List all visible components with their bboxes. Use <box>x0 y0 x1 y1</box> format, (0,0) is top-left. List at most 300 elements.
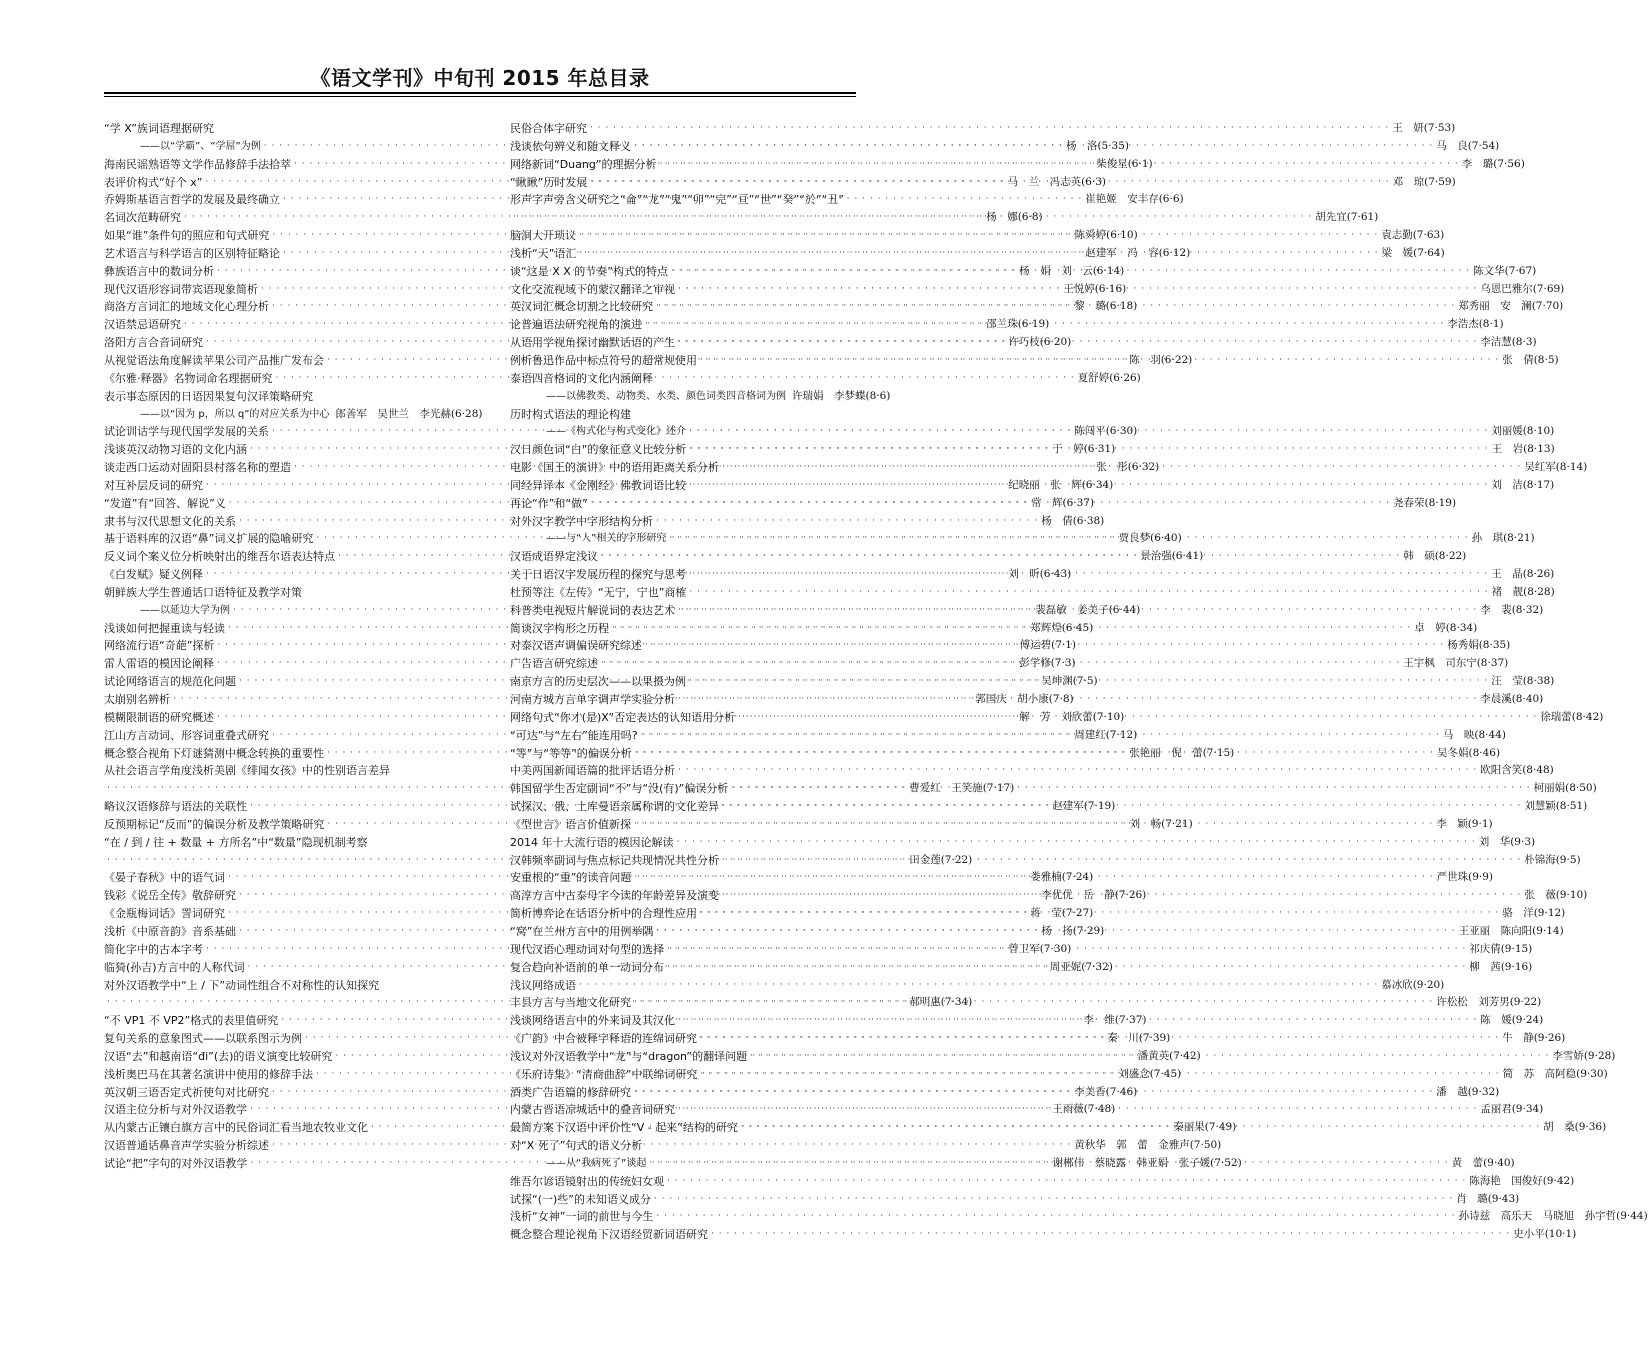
entry-title: 表评价构式“好个 x” <box>104 175 203 189</box>
entry-author: 蒋 莹 <box>1030 907 1062 920</box>
entry-author: 李 维 <box>1083 1014 1115 1027</box>
entry-page: (6·40) <box>1150 532 1182 545</box>
entry-author: 乌恩巴雅尔 <box>1480 282 1533 295</box>
toc-line <box>104 388 479 406</box>
entry-page: (10·1) <box>1544 1228 1577 1241</box>
entry-author: 吴冬娟 <box>1437 746 1469 759</box>
entry-author: 孙诗兹 高乐天 马晓旭 孙宇哲 <box>1458 1210 1617 1223</box>
entry-page: (6·20) <box>1039 336 1072 349</box>
entry-title: 概念整合视角下灯谜猜测中概念转换的重要性 <box>104 746 324 760</box>
entry-page: (6·31) <box>1083 443 1116 456</box>
entry-author: 秦丽果 <box>1173 1121 1205 1134</box>
entry-title: 《晏子春秋》中的语气词 <box>104 871 225 885</box>
entry-author: 王悦婷 <box>1063 282 1095 295</box>
entry-author: 景治强 <box>1140 550 1172 563</box>
header-rule-thin <box>104 96 856 97</box>
entry-page: (6·43) <box>1039 568 1072 581</box>
entry-page: (9·44) <box>1616 1210 1648 1223</box>
leader-dots <box>579 227 1378 245</box>
toc-line <box>510 1191 1520 1209</box>
entry-page: (9·1) <box>1467 817 1493 830</box>
entry-title: 从语用学视角探讨幽默话语的产生 <box>510 336 675 350</box>
entry-page: (8·46) <box>1468 746 1501 759</box>
leader-dots <box>671 263 1470 281</box>
entry-title: 泰语四音格词的文化内涵阐释 <box>510 371 653 385</box>
entry-title: 河南方城方言单字调声学实验分析 <box>510 693 675 706</box>
entry-page: (7·54) <box>1467 139 1500 152</box>
entry-page: (8·5) <box>1533 353 1559 366</box>
entry-author: 杨 娟 刘 云 <box>1019 264 1093 277</box>
entry-page: (7·10) <box>1092 710 1125 723</box>
entry-page: (6·37) <box>1062 496 1095 509</box>
entry-page: (7·15) <box>1202 746 1235 759</box>
leader-dots <box>634 994 1433 1012</box>
leader-dots <box>667 959 1466 977</box>
toc-entry <box>510 762 1554 780</box>
entry-page: (7·29) <box>1072 924 1105 937</box>
entry-title: 浅议网络成语 <box>510 978 576 992</box>
entry-page: (6·8) <box>1017 211 1043 224</box>
entry-title: 如果“谁”条件句的照应和句式研究 <box>104 229 270 243</box>
entry-title: 反义词个案义位分析映射出的维吾尔语表达特点 <box>104 550 335 564</box>
entry-author: 秦 川 <box>1107 1032 1139 1045</box>
entry-page: (7·1) <box>1051 639 1077 652</box>
entry-page: (8·6) <box>865 389 891 402</box>
entry-author: 邓 琼 <box>1392 175 1425 188</box>
entry-page: (9·16) <box>1500 960 1533 973</box>
leader-dots <box>641 727 1440 745</box>
entry-author: 娄雅楠 <box>1030 871 1062 884</box>
entry-page: (9·36) <box>1574 1121 1607 1134</box>
entry-title: 名词次范畴研究 <box>104 211 181 225</box>
entry-page: (7·26) <box>1114 889 1147 902</box>
entry-page: (8·3) <box>1511 336 1537 349</box>
leader-dots <box>689 423 1488 441</box>
entry-author: 田金莲 <box>909 853 941 866</box>
entry-title: 钱彩《说岳全传》敬辞研究 <box>104 889 236 903</box>
entry-author: 陈 羽 <box>1129 353 1161 366</box>
entry-author: 李晨溪 <box>1480 693 1512 705</box>
entry-title: 中美两国新闻语篇的批评话语分析 <box>510 764 675 778</box>
entry-page: (9·28) <box>1583 1049 1616 1062</box>
entry-author: 潘 越 <box>1436 1085 1468 1098</box>
entry-title: 略议汉语修辞与语法的关联性 <box>104 800 247 814</box>
entry-title: 汉语“去”和越南语“đi”(去)的语义演变比较研究 <box>104 1049 333 1063</box>
entry-author: 许瑞娟 李梦蝶 <box>792 389 866 402</box>
entry-author: 杨 娜 <box>986 211 1018 224</box>
entry-page: (7·63) <box>1412 229 1445 242</box>
entry-author: 王宇枫 司东宁 <box>1403 657 1477 670</box>
toc-entry <box>510 977 1445 995</box>
leader-dots <box>722 887 1521 905</box>
entry-title: 雷人雷语的模因论阐释 <box>104 657 214 671</box>
entry-page: (8·14) <box>1555 461 1588 474</box>
entry-title: 对互补层反词的研究 <box>104 478 203 492</box>
entry-title: 基于语料库的汉语“鼻”词义扩展的隐喻研究 <box>104 532 314 546</box>
entry-title: 简析博弈论在话语分析中的合理性应用 <box>510 907 697 921</box>
leader-dots <box>579 977 1378 995</box>
leader-dots <box>634 138 1433 156</box>
entry-title: 网络句式“你才(是)X”否定表达的认知语用分析 <box>510 710 736 724</box>
entry-page: (7·21) <box>1161 817 1193 830</box>
entry-author: 黎 璐 <box>1074 300 1106 313</box>
leader-dots <box>634 816 1433 834</box>
entry-page: (9·15) <box>1500 942 1533 955</box>
entry-author: 解 芳 刘欣蕾 <box>1019 710 1093 723</box>
entry-author: 黄 蕾 <box>1451 1156 1484 1169</box>
entry-page: (7·24) <box>1061 871 1094 884</box>
entry-page: (6·26) <box>1109 371 1141 384</box>
entry-title: 江山方言动词、形容词重叠式研究 <box>104 728 269 742</box>
entry-title: 《广韵》中合被释字释语的连绵词研究 <box>510 1032 697 1046</box>
entry-author: 裴磊敏 姜美子 <box>1035 603 1109 616</box>
entry-subtitle: ——以“学霸”、“学屌”为例 <box>140 140 261 152</box>
entry-page: (6·38) <box>1072 514 1105 527</box>
leader-dots <box>700 905 1499 923</box>
toc-line <box>510 388 891 406</box>
entry-title: 论普遍语法研究视角的演进 <box>510 318 642 332</box>
leader-dots <box>634 1084 1433 1102</box>
entry-page: (9·14) <box>1532 924 1564 937</box>
entry-author: 邵兰珠 <box>986 318 1018 331</box>
entry-page: (9·40) <box>1483 1156 1515 1169</box>
entry-author: 夏舒婷 <box>1077 371 1110 384</box>
entry-author: 吴红军 <box>1524 461 1556 474</box>
entry-author: 柳 茜 <box>1469 960 1501 973</box>
entry-author: 郑辉煌 <box>1030 621 1062 634</box>
entry-title: “在 / 到 / 往 + 数量 + 方所名”中“数量”隐现机制考察 <box>104 835 368 849</box>
leader-dots <box>667 1173 1466 1191</box>
leader-dots <box>711 1226 1510 1244</box>
entry-title: 历时构式语法的理论构建 <box>510 407 631 421</box>
entry-author: 王雨薇 <box>1052 1103 1084 1116</box>
entry-page: (9·43) <box>1487 1192 1520 1205</box>
entry-author: 慕冰欣 <box>1381 978 1413 991</box>
entry-page: (6·44) <box>1108 603 1141 616</box>
toc-entry <box>104 388 483 424</box>
entry-title: 关于日语汉字发展历程的探究与思考 <box>510 568 686 582</box>
entry-page: (7·50) <box>1189 1139 1222 1152</box>
entry-title: 韩国留学生否定副词“不”与“没(有)”偏误分析 <box>510 782 729 796</box>
entry-title: 对“X 死了”句式的语义分析 <box>510 1139 643 1153</box>
entry-author: 张 倩 <box>1502 353 1534 366</box>
entry-page: (7·12) <box>1105 728 1138 741</box>
toc-line <box>510 1173 1575 1191</box>
toc-line <box>510 191 885 209</box>
entry-author: 周亚妮 <box>1049 960 1082 973</box>
entry-author: 徐瑞蕾 <box>1540 710 1572 723</box>
entry-page: (7·67) <box>1504 264 1537 277</box>
entry-title: 谈走西口运动对固阳县村落名称的塑造 <box>104 461 291 475</box>
entry-author: 袁志勤 <box>1381 229 1413 242</box>
entry-page: (9·32) <box>1467 1085 1500 1098</box>
leader-dots <box>590 120 1389 138</box>
entry-author: 李优优 岳 静 <box>1041 889 1115 902</box>
entry-page: (8·51) <box>1555 800 1588 813</box>
entry-author: 胡先宜 <box>1315 211 1347 224</box>
entry-author: 李洁慧 <box>1480 336 1512 349</box>
entry-page: (8·35) <box>1478 639 1511 652</box>
entry-author: 赵建军 冯 容 <box>1085 246 1159 259</box>
entry-page: (7·5) <box>1072 675 1098 688</box>
entry-page: (9·26) <box>1533 1032 1566 1045</box>
entry-author: 刘 昕 <box>1008 568 1040 581</box>
leader-dots <box>689 477 1488 495</box>
leader-dots <box>700 1066 1499 1084</box>
entry-title: 试探“(一)些”的未知语义成分 <box>510 1192 651 1206</box>
entry-author: 汪 莹 <box>1491 675 1523 688</box>
entry-page: (8·19) <box>1424 496 1457 509</box>
entry-title: 复句关系的意象图式——以联系图示为例 <box>104 1032 302 1046</box>
entry-page: (8·10) <box>1522 425 1555 438</box>
entry-title: 《白发赋》疑义例释 <box>104 568 203 582</box>
toc-line <box>104 834 479 852</box>
entry-author: 褚 靓 <box>1491 585 1524 598</box>
entry-page: (9·42) <box>1542 1174 1575 1187</box>
leader-dots <box>645 316 1444 334</box>
entry-page: (7·27) <box>1061 907 1094 920</box>
entry-author: 杨 扬 <box>1041 924 1073 937</box>
entry-title: 再论“作”和“做” <box>510 496 588 510</box>
toc-line <box>510 370 885 388</box>
entry-page: (7·46) <box>1105 1085 1138 1098</box>
entry-title: “不 VP1 不 VP2”格式的表里值研究 <box>104 1014 279 1028</box>
leader-dots <box>678 602 1477 620</box>
toc-entry <box>510 1191 1520 1209</box>
entry-title: 试论网络语言的规范化问题 <box>104 675 236 689</box>
entry-title: 网络新词“Duang”的理据分析 <box>510 157 657 171</box>
entry-page: (7·48) <box>1083 1103 1116 1116</box>
entry-author: 刘慧颖 <box>1524 800 1556 813</box>
entry-page: (7·69) <box>1532 282 1565 295</box>
entry-title: 维吾尔谚语镜射出的传统妇女观 <box>510 1174 664 1188</box>
entry-author: 严世珠 <box>1436 871 1469 884</box>
entry-page: (6·14) <box>1092 264 1125 277</box>
entry-author: 张 彤 <box>1096 461 1128 474</box>
entry-page: (9·10) <box>1555 889 1588 902</box>
entry-author: 尧春荣 <box>1393 496 1425 509</box>
entry-author: 李美香 <box>1074 1085 1106 1098</box>
entry-title: 模糊限制语的研究概述 <box>104 710 214 724</box>
entry-author: 马 良 <box>1436 139 1468 152</box>
toc-entry <box>104 209 1043 227</box>
entry-author: 许巧枝 <box>1008 336 1040 349</box>
entry-author: 李雪娇 <box>1552 1049 1584 1062</box>
entry-author: 刘 华 <box>1478 835 1511 848</box>
entry-title: 临猗(孙吉)方言中的人称代词 <box>104 960 245 974</box>
entry-author: 祁庆倩 <box>1469 942 1501 955</box>
leader-dots <box>722 459 1521 477</box>
entry-author: 马 映 <box>1442 728 1475 741</box>
toc-line <box>510 1208 1648 1226</box>
leader-dots <box>678 1101 1477 1119</box>
entry-author: 陈舜婷 <box>1074 229 1107 242</box>
entry-title: 脑洞大开琐议 <box>510 229 576 243</box>
leader-dots <box>660 156 1459 174</box>
toc-line <box>510 584 1555 602</box>
entry-title: 形声字声旁含义研究之“侖”“龙”“鬼”“卯”“完”“亘”“世”“癸”“於”“丑” <box>510 193 844 207</box>
entry-title: “瞅瞅”历时发展 <box>510 175 588 189</box>
entry-title: 从社会语言学角度浅析美剧《绯闻女孩》中的性别语言差异 <box>104 764 390 778</box>
entry-page: (8·21) <box>1503 532 1535 545</box>
entry-subtitle: ——《构式化与构式变化》述介 <box>546 426 686 438</box>
toc-line <box>510 1226 1577 1244</box>
entry-author: 贾良梦 <box>1118 532 1151 545</box>
entry-title: 英汉词汇概念切割之比较研究 <box>510 300 653 314</box>
entry-title: 浅谈网络语言中的外来词及其汉化 <box>510 1014 675 1028</box>
entry-page: (7·32) <box>1081 960 1113 973</box>
entry-title: 《乐府诗集》“清商曲辞”中联绵词研究 <box>510 1067 698 1081</box>
toc-line <box>510 513 885 531</box>
entry-page: (6·6) <box>1158 193 1184 206</box>
toc-entry <box>510 1208 1648 1226</box>
entry-page: (8·34) <box>1445 621 1478 634</box>
entry-title: 试论“把”字句的对外汉语教学 <box>104 1156 248 1170</box>
entry-author: 柴俊星 <box>1096 157 1128 170</box>
entry-title: 浅析奥巴马在其著名演讲中使用的修辞手法 <box>104 1067 313 1081</box>
entry-author: 黄秋华 郭 蕾 金雅声 <box>1074 1139 1190 1152</box>
leader-dots <box>677 834 1476 852</box>
entry-author: 许松松 刘芳男 <box>1436 996 1510 1009</box>
entry-author: 陈闯平 <box>1074 425 1106 438</box>
entry-title: “窝”在兰州方言中的用例举隅 <box>510 924 654 938</box>
entry-title: 网络流行语“奇葩”探析 <box>104 639 215 653</box>
entry-page: (8·22) <box>1434 550 1467 563</box>
entry-title: 太崩别名辨析 <box>104 693 170 706</box>
entry-title: 浅析“天”语汇 <box>510 246 577 260</box>
entry-title: 表示事态原因的日语因果复句汉译策略研究 <box>104 389 313 403</box>
entry-author: 郝明惠 <box>909 996 941 1009</box>
leader-dots <box>634 869 1433 887</box>
leader-dots <box>700 352 1499 370</box>
entry-author: 王 晶 <box>1491 568 1523 581</box>
entry-page: (7·61) <box>1346 211 1379 224</box>
entry-page: (6·19) <box>1017 318 1050 331</box>
entry-author: 陈文华 <box>1473 264 1505 277</box>
entry-title: 浅谈英汉动物习语的文化内涵 <box>104 443 247 457</box>
entry-page: (7·8) <box>1048 693 1074 705</box>
entry-title: 浅议对外汉语教学中“龙”与“dragon”的翻译问题 <box>510 1049 748 1063</box>
entry-author: 陈 媛 <box>1480 1014 1512 1027</box>
entry-author: 史小平 <box>1513 1228 1545 1241</box>
entry-title: “等”与“等等”的偏误分析 <box>510 746 632 760</box>
entry-title: 从内蒙古正镶白旗方言中的民俗词汇看当地农牧业文化 <box>104 1121 368 1135</box>
leader-dots <box>731 780 1530 798</box>
entry-title: 现代汉语心理动词对句型的选择 <box>510 942 664 956</box>
entry-page: (7·17) <box>982 782 1015 795</box>
toc-line <box>104 209 1043 227</box>
entry-title: 汉语禁忌语研究 <box>104 318 181 332</box>
entry-author: 孙 琪 <box>1471 532 1504 545</box>
entry-author: 张艳丽 倪 蕾 <box>1129 746 1203 759</box>
entry-title: 电影《国王的演讲》中的语用距离关系分析 <box>510 461 719 475</box>
entry-author: 马 兰 冯志英 <box>1007 175 1082 188</box>
toc-entry <box>510 370 891 406</box>
entry-page: (7·30) <box>1039 942 1072 955</box>
entry-author: 崔艳姬 安丰存 <box>1085 193 1159 206</box>
entry-title: 同经异译本《金刚经》佛教词语比较 <box>510 478 686 492</box>
entry-author: 赵建军 <box>1052 800 1084 813</box>
entry-title: 汉语主位分析与对外汉语教学 <box>104 1103 247 1117</box>
entry-title: 内蒙古晋语凉城话中的叠音词研究 <box>510 1103 675 1117</box>
leader-dots <box>741 1119 1540 1137</box>
entry-page: (8·13) <box>1523 443 1555 456</box>
entry-title: 汉韩频率副词与焦点标记共现情况共性分析 <box>510 853 719 867</box>
entry-author: 吴坤渊 <box>1041 675 1073 688</box>
entry-page: (8·44) <box>1474 728 1506 741</box>
entry-page: (8·37) <box>1476 657 1509 670</box>
leader-dots <box>513 209 1312 227</box>
entry-title: 对外汉字教学中字形结构分析 <box>510 514 653 528</box>
entry-title: 英汉朝三语否定式祈使句对比研究 <box>104 1085 269 1099</box>
toc-line <box>510 977 1445 995</box>
entry-page: (8·26) <box>1522 568 1555 581</box>
entry-title: 隶书与汉代思想文化的关系 <box>104 514 236 528</box>
leader-dots <box>722 852 1521 870</box>
entry-author: 常 辉 <box>1031 496 1063 509</box>
entry-page: (8·17) <box>1522 478 1555 491</box>
entry-author: 李浩杰 <box>1447 318 1479 331</box>
entry-title: 谈“这是 X X 的节奏”构式的特点 <box>510 264 668 278</box>
leader-dots <box>654 1191 1453 1209</box>
entry-author: 肖 璐 <box>1456 1192 1488 1205</box>
entry-author: 周建红 <box>1074 728 1106 741</box>
entry-subtitle: ——以佛教类、动物类、水类、颜色词类四音格词为例 <box>546 390 786 402</box>
entry-title: 朝鲜族大学生普通话口语特征及教学对策 <box>104 585 302 599</box>
toc-line <box>510 406 885 424</box>
toc-line <box>104 584 479 602</box>
leader-dots <box>689 566 1488 584</box>
entry-page: (6·1) <box>1127 157 1153 170</box>
entry-title: 对外汉语教学中“上 / 下”动词性组合不对称性的认知探究 <box>104 978 380 992</box>
entry-author: 杨 倩 <box>1041 514 1073 527</box>
entry-page: (7·53) <box>1423 122 1456 134</box>
toc-entry <box>510 834 1536 852</box>
entry-author: 胡 桑 <box>1543 1121 1575 1134</box>
entry-page: (6·45) <box>1061 621 1094 634</box>
entry-title: 反预期标记“反而”的偏误分析及教学策略研究 <box>104 817 325 831</box>
entry-title: 南京方言的历史层次——以果摄为例 <box>510 675 686 689</box>
leader-dots <box>591 495 1390 513</box>
toc-entry <box>510 1173 1575 1191</box>
toc-entry <box>510 120 1456 138</box>
toc-line <box>104 977 479 995</box>
entry-author: 卓 婷 <box>1414 621 1446 634</box>
entry-title: 复合趋向补语前的单一动词分布 <box>510 960 664 974</box>
leader-dots <box>656 1208 1455 1226</box>
entry-author: 孟丽君 <box>1480 1103 1512 1116</box>
entry-page: (9·5) <box>1555 853 1581 866</box>
entry-author: 李 颖 <box>1436 817 1468 830</box>
entry-author: 牛 静 <box>1502 1032 1534 1045</box>
entry-title: “发道”有“回答、解说”义 <box>104 496 226 510</box>
entry-page: (7·56) <box>1493 157 1525 170</box>
leader-dots <box>601 548 1400 566</box>
entry-page: (6·28) <box>450 407 483 420</box>
entry-title: 从视觉语法角度解读苹果公司产品推广发布会 <box>104 353 324 367</box>
entry-title: “学 X”族词语理据研究 <box>104 122 214 135</box>
entry-page: (7·59) <box>1424 175 1456 188</box>
entry-page: (9·9) <box>1468 871 1494 884</box>
entry-title: 高淳方言中古泰母字今读的年龄差异及演变 <box>510 889 719 903</box>
entry-title: 乔姆斯基语言哲学的发展及最终确立 <box>104 193 280 207</box>
entry-author: 李 裴 <box>1480 603 1512 616</box>
leader-dots <box>689 441 1488 459</box>
toc-entry <box>510 584 1555 602</box>
entry-title: 彝族语言中的数词分析 <box>104 264 214 278</box>
entry-page: (6·12) <box>1158 246 1191 259</box>
entry-author: 傅运碧 <box>1019 639 1052 652</box>
